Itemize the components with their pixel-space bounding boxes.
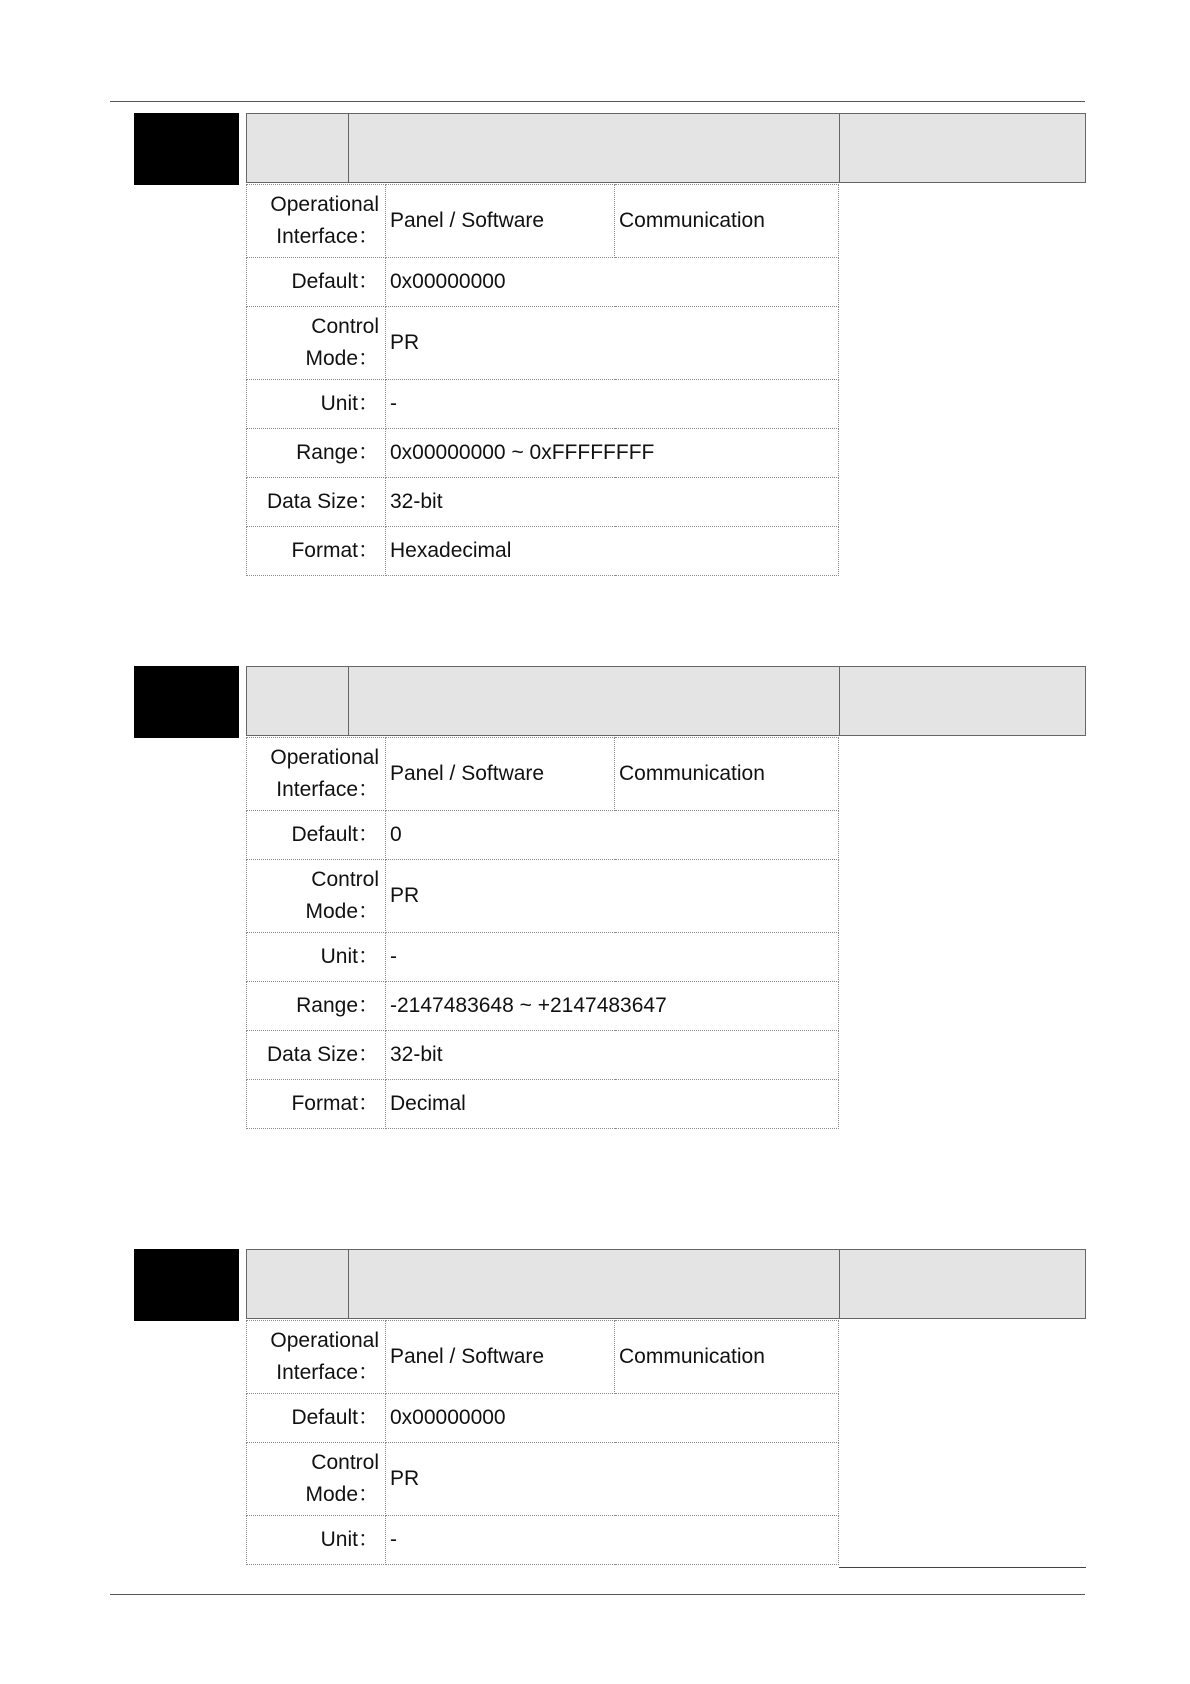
control-mode-label: Control Mode：: [247, 307, 386, 380]
unit-label: Unit：: [247, 933, 386, 982]
default-value: 0: [386, 811, 839, 860]
parameter-header: [246, 1249, 1086, 1319]
parameter-code-cell: [247, 1250, 349, 1318]
default-label: Default：: [247, 1394, 386, 1443]
table-side-rule: [839, 1567, 1086, 1568]
operational-interface-label: Operational Interface：: [247, 185, 386, 258]
parameter-tab-marker: [134, 113, 239, 185]
control-mode-value: PR: [386, 860, 839, 933]
table-row: [247, 811, 839, 860]
parameter-header: [246, 666, 1086, 736]
default-value: 0x00000000: [386, 258, 839, 307]
parameter-table: [246, 184, 839, 576]
parameter-address-cell: [840, 667, 1085, 735]
parameter-code-cell: [247, 667, 349, 735]
parameter-title-cell: [348, 1250, 840, 1318]
table-row: [247, 258, 839, 307]
parameter-block-3: [0, 1249, 1190, 1569]
communication-value: Communication: [615, 738, 839, 811]
operational-interface-label: Operational Interface：: [247, 738, 386, 811]
table-row: [247, 1031, 839, 1080]
range-label: Range：: [247, 429, 386, 478]
control-mode-label: Control Mode：: [247, 860, 386, 933]
communication-value: Communication: [615, 185, 839, 258]
table-row: [247, 1080, 839, 1129]
parameter-header: [246, 113, 1086, 183]
parameter-block-1: [0, 113, 1190, 583]
table-row: [247, 380, 839, 429]
range-value: 0x00000000 ~ 0xFFFFFFFF: [386, 429, 839, 478]
table-row: [247, 1394, 839, 1443]
unit-value: -: [386, 380, 839, 429]
parameter-address-cell: [840, 114, 1085, 182]
unit-value: -: [386, 1516, 839, 1565]
unit-label: Unit：: [247, 380, 386, 429]
format-value: Hexadecimal: [386, 527, 839, 576]
default-label: Default：: [247, 811, 386, 860]
panel-software-value: Panel / Software: [386, 185, 615, 258]
parameter-tab-marker: [134, 666, 239, 738]
table-row: [247, 307, 839, 380]
parameter-table: [246, 737, 839, 1129]
table-row: [247, 933, 839, 982]
parameter-block-2: [0, 666, 1190, 1136]
control-mode-value: PR: [386, 307, 839, 380]
table-row: [247, 1443, 839, 1516]
table-row: [247, 478, 839, 527]
control-mode-value: PR: [386, 1443, 839, 1516]
parameter-table: [246, 1320, 839, 1565]
default-value: 0x00000000: [386, 1394, 839, 1443]
bottom-rule: [110, 1594, 1085, 1595]
data-size-value: 32-bit: [386, 1031, 839, 1080]
unit-label: Unit：: [247, 1516, 386, 1565]
format-label: Format：: [247, 527, 386, 576]
top-rule: [110, 101, 1085, 102]
unit-value: -: [386, 933, 839, 982]
parameter-title-cell: [348, 667, 840, 735]
table-row: [247, 429, 839, 478]
operational-interface-label: Operational Interface：: [247, 1321, 386, 1394]
parameter-tab-marker: [134, 1249, 239, 1321]
panel-software-value: Panel / Software: [386, 1321, 615, 1394]
data-size-label: Data Size：: [247, 1031, 386, 1080]
table-row: [247, 738, 839, 811]
data-size-value: 32-bit: [386, 478, 839, 527]
parameter-address-cell: [840, 1250, 1085, 1318]
data-size-label: Data Size：: [247, 478, 386, 527]
panel-software-value: Panel / Software: [386, 738, 615, 811]
communication-value: Communication: [615, 1321, 839, 1394]
table-row: [247, 185, 839, 258]
control-mode-label: Control Mode：: [247, 1443, 386, 1516]
parameter-code-cell: [247, 114, 349, 182]
range-value: -2147483648 ~ +2147483647: [386, 982, 839, 1031]
range-label: Range：: [247, 982, 386, 1031]
default-label: Default：: [247, 258, 386, 307]
format-label: Format：: [247, 1080, 386, 1129]
parameter-title-cell: [348, 114, 840, 182]
table-row: [247, 860, 839, 933]
table-row: [247, 527, 839, 576]
table-row: [247, 1516, 839, 1565]
format-value: Decimal: [386, 1080, 839, 1129]
table-row: [247, 982, 839, 1031]
table-row: [247, 1321, 839, 1394]
